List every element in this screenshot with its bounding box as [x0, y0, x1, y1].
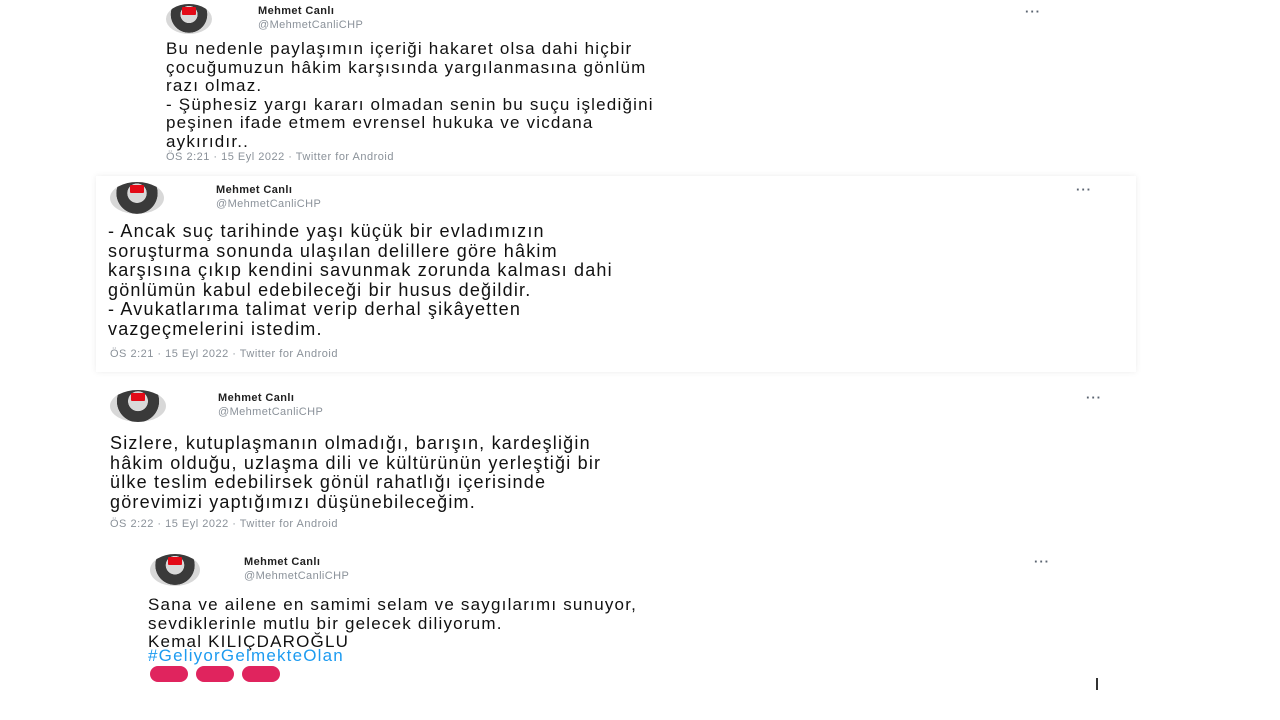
flag-icon: [182, 7, 196, 15]
tweet-meta[interactable]: ÖS 2:21 · 15 Eyl 2022 · Twitter for Android: [166, 151, 394, 163]
more-options-icon[interactable]: ···: [1034, 554, 1050, 569]
tweet-card: [150, 0, 1080, 172]
tweet-header: [166, 4, 363, 34]
more-options-icon[interactable]: ···: [1025, 4, 1041, 19]
flag-icon: [131, 393, 145, 401]
avatar[interactable]: [150, 554, 200, 586]
tweet-header: [110, 390, 323, 422]
author-name[interactable]: Mehmet Canlı: [258, 5, 335, 18]
flag-icon: [130, 185, 144, 193]
author-handle[interactable]: @MehmetCanliCHP: [216, 198, 322, 210]
avatar[interactable]: [110, 182, 164, 214]
tweet-card: [96, 176, 1136, 372]
avatar[interactable]: [110, 390, 166, 422]
tweet-card: [136, 548, 1096, 698]
author-handle[interactable]: @MehmetCanliCHP: [258, 19, 364, 31]
flag-icon: [168, 557, 182, 565]
tweet-text: Sizlere, kutuplaşmanın olmadığı, barışın, kardeşliğin hâkim olduğu, uzlaşma dili ve kültürünün yerleştiği bir ülke teslim edebilirsek gönül rahatlığı içerisinde görevimizi yaptığımızı düşünebileceğim.: [110, 433, 602, 512]
tweet-text: - Ancak suç tarihinde yaşı küçük bir evladımızın soruşturma sonunda ulaşılan delillere göre hâkim karşısına çıkıp kendini savunmak zorunda kalması dahi gönlümün kabul edebileceği bir husus değildir. - Avukatlarıma talimat verip derhal şikâyetten vazgeçmelerini istedim.: [108, 221, 613, 339]
tweet-text: Bu nedenle paylaşımın içeriği hakaret olsa dahi hiçbir çocuğumuzun hâkim karşısında yargılanmasına gönlüm razı olmaz. - Şüphesiz yargı kararı olmadan senin bu suçu işlediğini peşinen ifade etmem evrensel hukuka ve vicdana aykırıdır..: [166, 39, 654, 151]
tweet-header: [150, 554, 349, 586]
tweet-meta[interactable]: ÖS 2:22 · 15 Eyl 2022 · Twitter for Android: [110, 518, 338, 530]
tweet-card: [96, 382, 1136, 542]
red-heart-icon: [150, 666, 188, 682]
red-heart-icon: [196, 666, 234, 682]
tweet-meta[interactable]: ÖS 2:21 · 15 Eyl 2022 · Twitter for Android: [110, 348, 338, 360]
hashtag-link[interactable]: #GeliyorGelmekteOlan: [148, 646, 344, 665]
author-name[interactable]: Mehmet Canlı: [216, 184, 293, 197]
red-heart-icon: [242, 666, 280, 682]
text-cursor: [1096, 678, 1098, 690]
author-handle[interactable]: @MehmetCanliCHP: [218, 406, 324, 418]
tweet-text: Sana ve ailene en samimi selam ve saygılarımı sunuyor, sevdiklerinle mutlu bir gelecek diliyorum. Kemal KILIÇDAROĞLU: [148, 595, 638, 651]
more-options-icon[interactable]: ···: [1086, 390, 1102, 405]
more-options-icon[interactable]: ···: [1076, 182, 1092, 197]
heart-emoji-row: [150, 666, 280, 682]
tweet-header: [110, 182, 321, 214]
avatar[interactable]: [166, 4, 212, 34]
author-handle[interactable]: @MehmetCanliCHP: [244, 570, 350, 582]
author-name[interactable]: Mehmet Canlı: [244, 556, 321, 569]
author-name[interactable]: Mehmet Canlı: [218, 392, 295, 405]
